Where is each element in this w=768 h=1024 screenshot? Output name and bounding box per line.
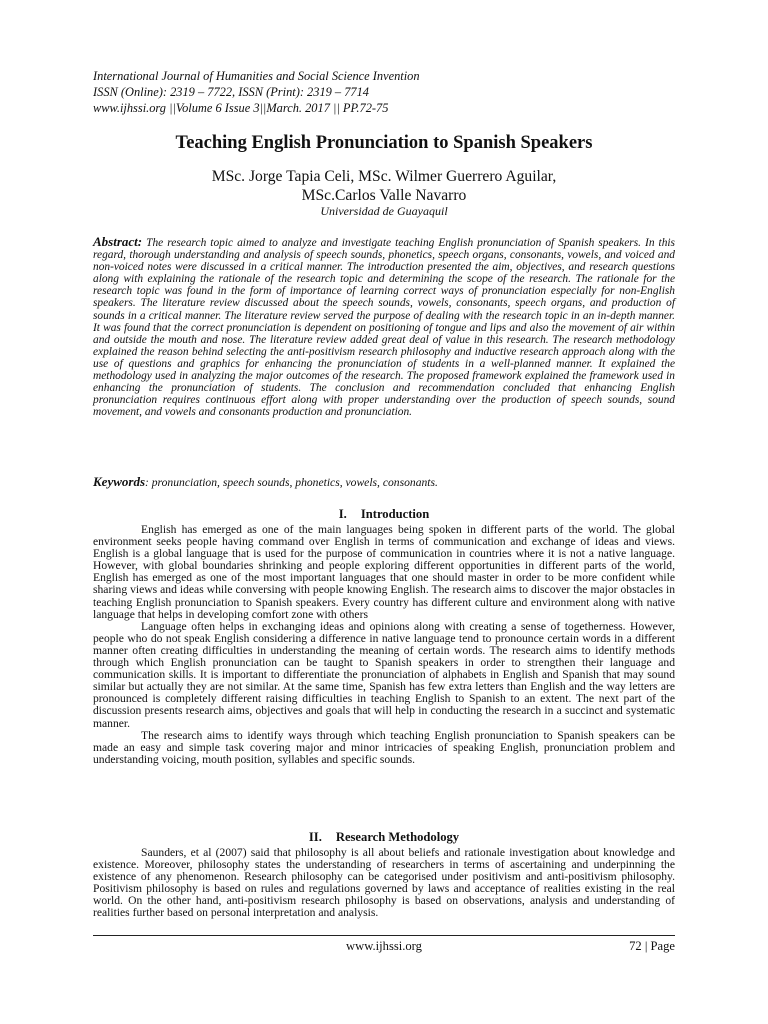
- section-title: Introduction: [360, 507, 430, 521]
- paragraph: English has emerged as one of the main languages being spoken in different parts of the world. The global environment seeks people having command over English in terms of communication and exchange of ideas and views. English is a global language that is used for the purpose of communication in countries where it is not a native language. However, with global boundaries shrinking and people exploring different opportunities in different parts of the world, English has emerged as one of the most important languages that one should master in order to be more confident while sharing views and ideas while conversing with people knowing English. The research aims to discover the major obstacles in teaching English pronunciation to Spanish speakers. Every country has different culture and environment along with native language that helps in developing comfort zone with others: [93, 523, 675, 621]
- keywords-label: Keywords: [93, 474, 145, 489]
- footer-website-link[interactable]: www.ijhssi.org: [346, 939, 422, 953]
- page-footer: [93, 939, 675, 954]
- abstract-text: The research topic aimed to analyze and investigate teaching English pronunciation of Spanish speakers. In this regard, thorough understanding and analysis of speech sounds, phonetics, speech organs, consonants, vowels, and voiced and non-voiced notes were discussed in a critical manner. The introduction presented the aim, objectives, and research questions along with explaining the rationale of the research topic and determining the scope of the research. The rationale for the research topic was found in the form of importance of learning correct ways of pronunciation especially for non-English speakers. The literature review discussed about the speech sounds, vowels, consonants, speech organs, and production of sounds in a critical manner. The literature review served the purpose of dealing with the research topic in an in-depth manner. It was found that the correct pronunciation is dependent on positioning of tongue and lips and also the movement of air within and outside the mouth and nose. The literature review added great deal of value in this research. The research methodology explained the reason behind selecting the anti-positivism research philosophy and inductive research approach along with the use of questions and graphics for enhancing the pronunciation of students in a well-planned manner. It explained the methodology used in analyzing the major outcomes of the research. The proposed framework explained the framework used in enhancing the pronunciation of students. The conclusion and recommendation concluded that enhancing English pronunciation requires continuous effort along with proper understanding over the production of speech sounds, sound movement, and vowels and consonants production and pronunciation.: [93, 237, 675, 419]
- affiliation: Universidad de Guayaquil: [320, 204, 448, 218]
- paragraph: The research aims to identify ways through which teaching English pronunciation to Spanish speakers can be made an easy and simple task covering major and minor intricacies of speaking English, pronunciation problem and understanding voicing, mouth position, syllables and specific sounds.: [93, 728, 675, 766]
- journal-header: [93, 68, 420, 116]
- footer-divider: [93, 935, 675, 936]
- abstract-label: Abstract:: [93, 234, 143, 249]
- journal-name: International Journal of Humanities and Social Science Invention: [93, 69, 420, 83]
- keywords-text: : pronunciation, speech sounds, phonetics, vowels, consonants.: [145, 476, 438, 489]
- section-title: Research Methodology: [335, 830, 460, 844]
- section-number: II.: [308, 830, 322, 844]
- paragraph: Saunders, et al (2007) said that philosophy is all about beliefs and rationale investigation about knowledge and existence. Moreover, philosophy states the understanding of researchers in terms of ascertaining and underpinning the existence of any phenomenon. Research philosophy can be categorised under positivism and anti-positivism philosophy. Positivism philosophy is based on rules and regulations governed by laws and acceptance of realities existing in the real world. On the other hand, anti-positivism research philosophy is based on observations, analysis and understanding of realities further based on personal interpretation and analysis.: [93, 846, 675, 920]
- authors-line-2: MSc.Carlos Valle Navarro: [301, 187, 467, 204]
- author-list: [93, 167, 675, 205]
- paper-title: Teaching English Pronunciation to Spanish Speakers: [175, 133, 593, 153]
- keywords: [93, 475, 675, 490]
- section-heading-research-methodology: [93, 830, 675, 845]
- journal-issn: ISSN (Online): 2319 – 7722, ISSN (Print): 2319 – 7714: [93, 85, 370, 99]
- section-body-introduction: [93, 524, 675, 766]
- paragraph: Language often helps in exchanging ideas and opinions along with creating a sense of togetherness. However, people who do not speak English considering a difference in native language tend to pronounce certain words in a different manner often creating difficulties in understanding the meaning of certain words. The research aims to identify methods through which English pronunciation can be taught to Spanish speakers in order to strengthen their language and communication skills. It is important to differentiate the pronunciation of alphabets in English and Spanish that may sound similar but actually they are not similar. At the same time, Spanish has few extra letters than English and the way letters are pronounced is completely different raising difficulties in teaching English to Spanish to an extent. The next part of the discussion presents research aims, objectives and goals that will help in conducting the research in a succinct and systematic manner.: [93, 619, 675, 730]
- abstract: [93, 236, 675, 418]
- journal-volume: www.ijhssi.org ||Volume 6 Issue 3||March. 2017 || PP.72-75: [93, 101, 389, 115]
- page-number: 72 | Page: [629, 939, 675, 953]
- section-heading-introduction: [93, 507, 675, 522]
- section-number: I.: [338, 507, 347, 521]
- authors-line-1: MSc. Jorge Tapia Celi, MSc. Wilmer Guerrero Aguilar,: [211, 168, 557, 185]
- section-body-research-methodology: [93, 847, 675, 920]
